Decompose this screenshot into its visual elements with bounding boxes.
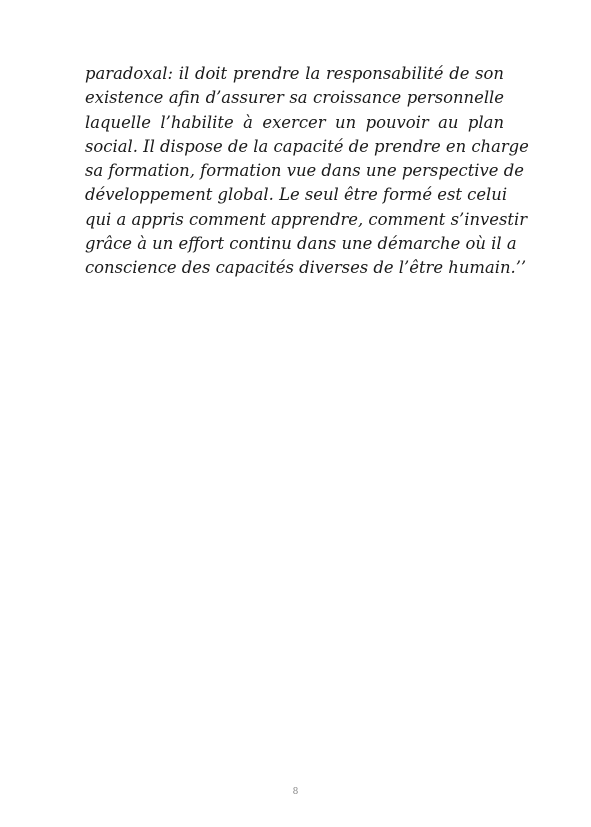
text-line: existence afin d’assurer sa croissance personnelle [85,88,504,108]
page-number: 8 [292,787,299,797]
text-line: sa formation, formation vue dans une perspective de [85,161,524,181]
text-line: laquelle l’habilite à exercer un pouvoir au plan [85,112,504,132]
text-line: paradoxal: il doit prendre la responsabilité de son [85,64,504,83]
text-line: développement global. Le seul être formé est celui [85,185,508,205]
text-line: social. Il dispose de la capacité de prendre en charge [85,136,529,156]
text-line: grâce à un effort continu dans une démarche où il a [85,234,517,254]
quote-paragraph [85,62,529,281]
text-line: conscience des capacités diverses de l’être humain.’’ [85,258,527,278]
text-line: qui a appris comment apprendre, comment s’investir [85,209,528,229]
